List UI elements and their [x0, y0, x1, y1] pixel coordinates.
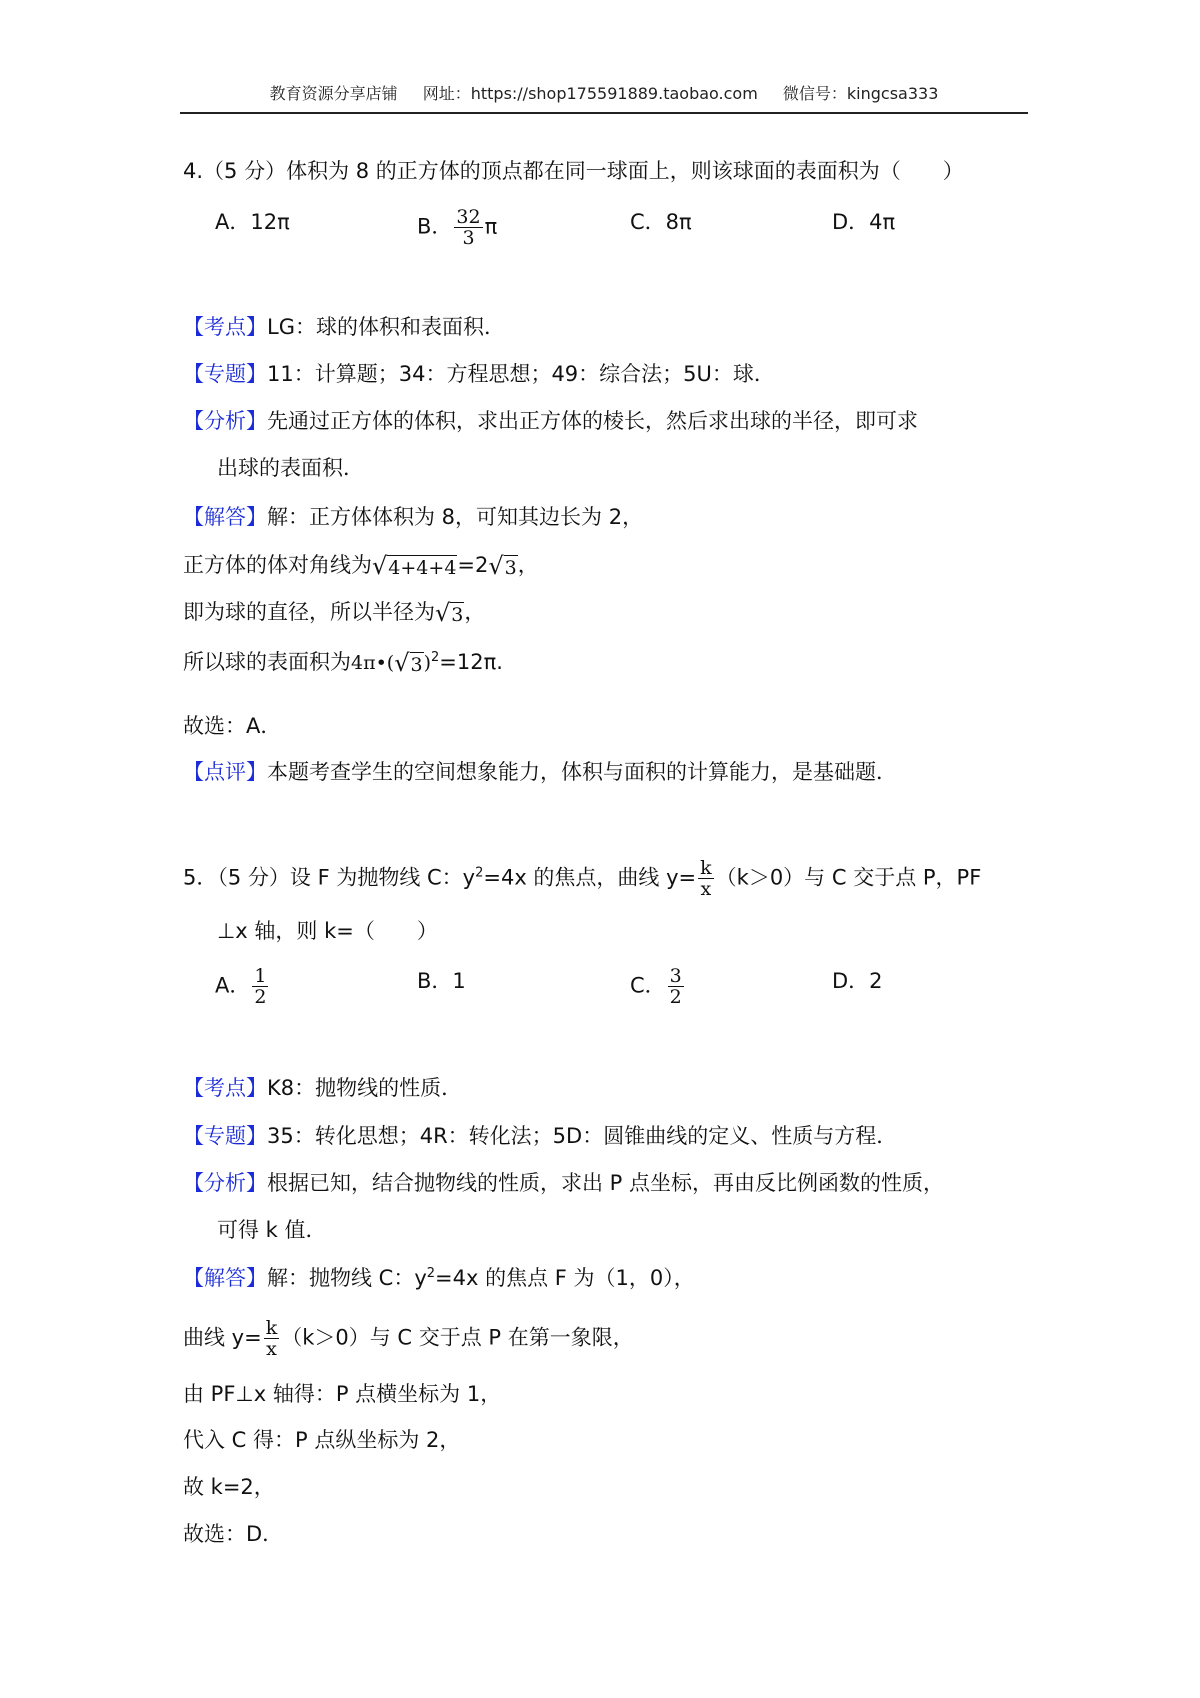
zhuanti-tag: 【专题】 [183, 362, 267, 386]
q4-option-b: B． $\frac{32}{3}$ π [417, 206, 498, 249]
q4-option-d: D．4π [832, 210, 896, 234]
jieda-tag: 【解答】 [183, 1266, 267, 1290]
q5-option-a-fraction: $\frac{1}{2}$ [254, 965, 267, 1008]
q4-jieda: 【解答】解：正方体体积为 8，可知其边长为 2， [183, 505, 644, 529]
q5-option-b: B．1 [417, 969, 466, 993]
fenxi-tag: 【分析】 [183, 409, 267, 433]
kaodian-tag: 【考点】 [183, 315, 267, 339]
q4-fenxi: 【分析】先通过正方体的体积，求出正方体的棱长，然后求出球的半径，即可求 [183, 409, 918, 433]
q5-jieda-line5: 故 k=2， [183, 1475, 275, 1499]
q5-jieda-line2: 曲线 y= $\frac{k}{x}$ （k＞0）与 C 交于点 P 在第一象限， [183, 1317, 634, 1360]
dianping-tag: 【点评】 [183, 760, 267, 784]
kaodian-tag: 【考点】 [183, 1076, 267, 1100]
jieda-tag: 【解答】 [183, 505, 267, 529]
q5-jieda: 【解答】解：抛物线 C：$y^2=4x$ 的焦点 F 为（1，0）， [183, 1266, 695, 1290]
sqrt-expression: √ 4+4+4 [372, 552, 457, 580]
header-wechat: 微信号：kingcsa333 [782, 84, 939, 103]
q4-jieda-line2: 正方体的体对角线为 √ 4+4+4 =2 √ 3 ， [183, 552, 539, 580]
q5-fenxi-cont: 可得 k 值． [217, 1218, 327, 1242]
q4-dianping: 【点评】本题考查学生的空间想象能力，体积与面积的计算能力，是基础题． [183, 760, 897, 784]
sqrt-expression: √ 3 [394, 649, 423, 677]
header-url: 网址：https://shop175591889.taobao.com [422, 84, 758, 103]
zhuanti-tag: 【专题】 [183, 1124, 267, 1148]
sqrt-expression: √ 3 [435, 599, 464, 627]
q5-kaodian: 【考点】K8：抛物线的性质． [183, 1076, 463, 1100]
sqrt-expression: √ 3 [488, 552, 517, 580]
q5-fenxi: 【分析】根据已知，结合抛物线的性质，求出 P 点坐标，再由反比例函数的性质， [183, 1171, 945, 1195]
fenxi-tag: 【分析】 [183, 1171, 267, 1195]
q4-option-a: A．12π [215, 210, 290, 234]
q5-jieda-line4: 代入 C 得：P 点纵坐标为 2， [183, 1428, 461, 1452]
q5-answer: 故选：D． [183, 1522, 284, 1546]
q4-kaodian: 【考点】LG：球的体积和表面积． [183, 315, 505, 339]
q5-stem-cont: ⊥x 轴，则 k=（ ） [217, 919, 438, 943]
q5-option-d: D．2 [832, 969, 883, 993]
q5-option-c: C． $\frac{3}{2}$ [630, 965, 682, 1008]
q4-jieda-line4: 所以球的表面积为4π•( √ 3 )$^2$=12π. [183, 649, 503, 677]
q4-zhuanti: 【专题】11：计算题；34：方程思想；49：综合法；5U：球． [183, 362, 775, 386]
page-header [180, 84, 1028, 114]
q4-fenxi-cont: 出球的表面积． [217, 456, 364, 480]
q4-stem: 4.（5 分）体积为 8 的正方体的顶点都在同一球面上，则该球面的表面积为（ ） [183, 159, 964, 183]
q5-stem: 5．（5 分）设 F 为抛物线 C：$y^2=4x$ 的焦点，曲线 y= $\frac{k}{x}$ （k＞0）与 C 交于点 P，PF [183, 857, 982, 900]
header-shop: 教育资源分享店铺 [269, 84, 398, 103]
q5-zhuanti: 【专题】35：转化思想；4R：转化法；5D：圆锥曲线的定义、性质与方程． [183, 1124, 898, 1148]
k-over-x-fraction: $\frac{k}{x}$ [700, 857, 712, 900]
q5-option-c-fraction: $\frac{3}{2}$ [669, 965, 682, 1008]
k-over-x-fraction: $\frac{k}{x}$ [265, 1317, 278, 1360]
q5-option-a: A． $\frac{1}{2}$ [215, 965, 267, 1008]
q4-option-b-fraction: $\frac{32}{3}$ [456, 206, 481, 249]
q4-answer: 故选：A． [183, 714, 282, 738]
q4-option-c: C．8π [630, 210, 692, 234]
q4-jieda-line3: 即为球的直径，所以半径为 √ 3 ， [183, 599, 486, 627]
q5-jieda-line3: 由 PF⊥x 轴得：P 点横坐标为 1， [183, 1382, 502, 1406]
